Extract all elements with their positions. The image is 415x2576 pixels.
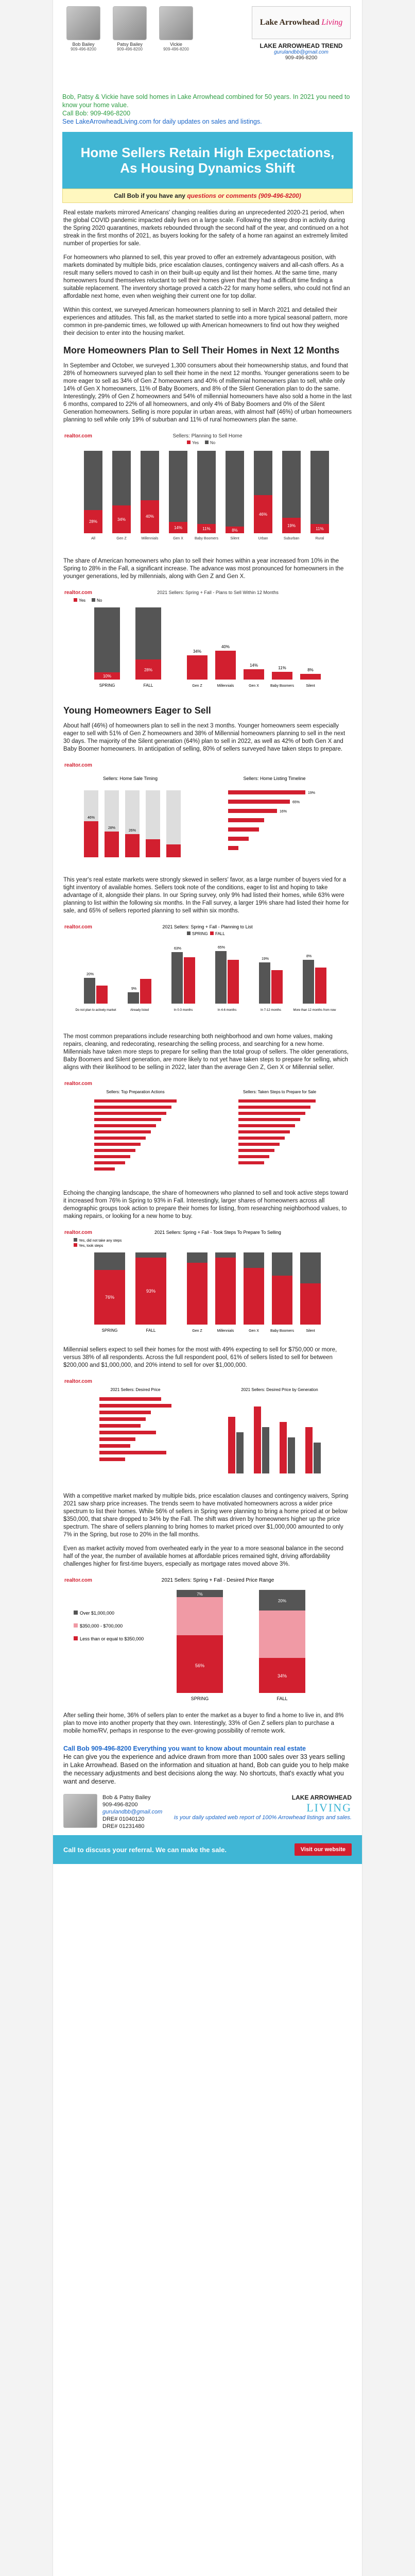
- legend-label-mid: $350,000 - $700,000: [80, 1623, 123, 1629]
- logo-word-1: Lake Arrowhead: [260, 18, 320, 27]
- paragraph: Millennial sellers expect to sell their homes for the most with 49% expecting to sell for $750,000 or more, versus 38% of all respondents. Across the full respondent pool, 61% of sellers listed to sell for between $200,000 and $1,000,000, and 20% intend to sell for over $1,000,000.: [63, 1347, 337, 1368]
- signature-info: [102, 1794, 162, 1830]
- chart-preparation-actions: [63, 1078, 352, 1183]
- chart-sale-timing: [63, 759, 352, 870]
- agent-photo: [159, 6, 193, 40]
- visit-website-button[interactable]: Visit our website: [295, 1843, 352, 1856]
- chart-title: 2021 Sellers: Spring + Fall - Took Steps To Prepare To Selling: [154, 1230, 281, 1235]
- category-label: SPRING: [101, 1328, 118, 1333]
- bar-yes: [215, 1258, 236, 1325]
- intro-line-2: Call Bob: 909-496-8200: [62, 110, 131, 117]
- paragraph: Within this context, we surveyed American homeowners planning to sell in March 2021 and detailed their experiences and attitudes. This fall, as the market started to settle into a more typical seasonal pattern, more common in pre-pandemic times, we followed up with American homeowners to find out how they weighed their decision to enter into the housing market.: [63, 307, 348, 336]
- agent-name: Patsy Bailey: [117, 42, 143, 47]
- category-label: Silent: [230, 537, 239, 540]
- hbar: [94, 1167, 115, 1171]
- hbar: [94, 1130, 151, 1133]
- paragraph: With a competitive market marked by multiple bids, price escalation clauses and contingency waivers, Spring 2021 saw sharp price increases. The trends seem to have motivated homeowners across a wider price spectrum to list their homes. While 56% of sellers in Spring were planning to bring a home priced at or below $350,000, that share dropped to 34% by the Fall. The shift was driven by homeowners higher up the price spectrum. The share of sellers planning to bring homes to market priced over $1,000,000 amounted to only 7% in the Spring, but rose to 20% in the fall months.: [63, 1493, 349, 1538]
- section-heading: More Homeowners Plan to Sell Their Homes in Next 12 Months: [63, 345, 340, 355]
- bar-label: 40%: [145, 514, 154, 519]
- paragraph: The share of American homeowners who plan to sell their homes within a year increased from 10% in the Spring to 28% in the Fall, a significant increase. The advance was most pronounced for homeowners in the younger generations, led by millennials, along with Gen Z and Gen X.: [63, 558, 344, 580]
- hbar: [238, 1143, 280, 1146]
- bar-yes: [187, 1263, 208, 1325]
- spring-stack: [177, 1590, 223, 1701]
- chart-plans-within-12-months: [63, 587, 352, 698]
- hbar: [99, 1444, 130, 1448]
- paragraph: Real estate markets mirrored Americans' changing realities during an unprecedented 2020-21 period, when the global COVID pandemic impacted daily lives on a large scale. Following the steep drop in activity during the Spring 2020 quarantines, markets rebounded through the second half of the year, and continued on a hot streak in the first months of 2021, as buyers looking for the safety of a home ran against an extremely limited number of properties for sale.: [63, 210, 349, 247]
- left-panel: [84, 790, 181, 857]
- hbar: [228, 846, 238, 850]
- chart-title-right: Sellers: Home Listing Timeline: [243, 776, 306, 781]
- bar: [280, 1422, 287, 1473]
- article-body: [53, 209, 362, 1735]
- legend-swatch-mid: [74, 1623, 78, 1628]
- chart-4-bars: [75, 946, 336, 1012]
- legend-label-low: Less than or equal to $350,000: [80, 1636, 144, 1641]
- bar-spring: [128, 992, 139, 1004]
- realtor-logo: realtor.com: [64, 590, 92, 596]
- bar-label: 7%: [197, 1592, 203, 1597]
- category-label: Baby Boomers: [195, 537, 218, 540]
- hbar: [94, 1155, 130, 1158]
- article-title: Home Sellers Retain High Expectations, As Housing Dynamics Shift: [80, 145, 335, 176]
- chart-planning-to-sell: [63, 430, 352, 551]
- bar-label: 76%: [105, 1295, 115, 1300]
- chart-planning-to-list: [63, 921, 352, 1027]
- realtor-logo: realtor.com: [64, 433, 92, 439]
- paragraph: This year's real estate markets were strongly skewed in sellers' favor, as a large number of buyers vied for a tight inventory of available homes. Sellers took note of the conditions, eager to list and hoping to take advantage of it, alongside their plans. In our Spring survey, only 9% had listed their homes, while 63% were planning to list within the following six months. In the Fall survey, a larger 19% share had listed their home for sale, and 65% of sellers reported planning to sell within six months.: [63, 877, 349, 914]
- bar-yes: [272, 1276, 292, 1325]
- category-label: Baby Boomers: [270, 1329, 294, 1333]
- bar-label: 40%: [221, 645, 230, 649]
- hbar: [99, 1397, 161, 1401]
- left-hbars: [94, 1099, 177, 1171]
- bar-label: 10%: [102, 674, 112, 679]
- bar-label: 19%: [287, 523, 296, 528]
- bar-yes: [187, 655, 208, 680]
- chart-title-left: Sellers: Home Sale Timing: [102, 776, 158, 781]
- realtor-logo: realtor.com: [64, 1379, 92, 1384]
- bar-label: 11%: [278, 666, 286, 670]
- hbar: [238, 1099, 316, 1103]
- chart-title-right: 2021 Sellers: Desired Price by Generation: [241, 1387, 318, 1392]
- agent-photo: [113, 6, 147, 40]
- category-label: Gen X: [173, 537, 183, 540]
- hbar: [238, 1137, 285, 1140]
- bar: [288, 1437, 295, 1473]
- bar-no: [226, 451, 244, 533]
- chart-title: Sellers: Planning to Sell Home: [172, 433, 243, 439]
- category-label: FALL: [146, 1328, 156, 1333]
- bar-spring: [259, 962, 270, 1004]
- bar-spring: [84, 978, 95, 1004]
- bar-no: [169, 451, 187, 533]
- legend-label-no: No: [210, 440, 216, 445]
- hbar: [94, 1118, 161, 1121]
- bar: [125, 834, 140, 857]
- signature-phone: 909-496-8200: [102, 1802, 138, 1808]
- legend-swatch-over-1m: [74, 1611, 78, 1615]
- chart-1-svg: [63, 430, 352, 549]
- bar-no: [94, 607, 120, 680]
- bar-fall: [271, 970, 283, 1004]
- chart-title: 2021 Sellers: Spring + Fall - Planning to List: [162, 924, 253, 929]
- bar-label: 11%: [202, 527, 211, 531]
- category-label: FALL: [276, 1696, 288, 1701]
- bar-label: 46%: [258, 512, 268, 517]
- bar-label: 20%: [86, 973, 94, 976]
- bar-label: 28%: [89, 519, 98, 524]
- intro: [53, 93, 362, 126]
- brand-line-2: LIVING: [306, 1801, 352, 1814]
- bar: [166, 844, 181, 857]
- segment-mid: [259, 1611, 305, 1658]
- legend-label-yes: Yes: [192, 440, 199, 445]
- legend-swatch-took-steps: [74, 1243, 77, 1247]
- paragraph: For homeowners who planned to sell, this year proved to offer an extremely advantageous position, with markets dominated by multiple bids, price escalation clauses, contingency waivers and all-cash offers. As a result many sellers moved to cash in on their built-up equity and list their homes. At the same time, many homeowners found themselves reluctant to sell their homes given that they had a difficult time finding a suitable replacement. The inventory shortage proved a catch-22 for many home sellers, who could not find an affordable next home, even when weighing their current one for top dollar.: [63, 255, 350, 299]
- chart-6-generation-bars: [187, 1252, 321, 1333]
- realtor-logo: realtor.com: [64, 924, 92, 930]
- call-bar-emphasis: questions or comments (909-496-8200): [187, 192, 301, 199]
- fall-stack: [259, 1590, 305, 1701]
- hbar: [94, 1106, 171, 1109]
- chart-title: 2021 Sellers: Spring + Fall - Plans to Sell Within 12 Months: [157, 590, 279, 595]
- bar: [305, 1427, 313, 1473]
- agent-photos: [62, 6, 197, 93]
- agent-card: [155, 6, 197, 93]
- legend-label-took-steps: Yes, took steps: [79, 1244, 103, 1248]
- hbar: [99, 1437, 135, 1441]
- bar: [262, 1427, 269, 1473]
- realtor-logo: realtor.com: [64, 762, 92, 768]
- chart-4-svg: [63, 921, 352, 1024]
- hbar: [238, 1124, 295, 1127]
- agent-phone: 909-496-8200: [163, 47, 189, 52]
- chart-6-svg: [63, 1227, 352, 1337]
- hbar: [228, 818, 264, 822]
- hbar: [238, 1112, 305, 1115]
- hbar: [228, 837, 249, 841]
- bar-label: 19%: [308, 791, 316, 795]
- category-label: SPRING: [99, 683, 115, 688]
- header: [53, 0, 362, 93]
- header-phone: 909-496-8200: [285, 55, 318, 61]
- bar-label: 8%: [306, 955, 312, 958]
- paragraph: About half (46%) of homeowners plan to sell in the next 3 months. Younger homeowners seem especially eager to sell with 51% of Gen Z homeowners and 38% of Millennial homeowners planning to sell in the next 30 days. The majority of the Silent generation (64%) plan to sell in 2022, as well as 42% of both Gen X and Baby Boomer homeowners. In anticipation of selling, 80% of sellers surveyed have taken steps to prepare.: [63, 723, 345, 752]
- bar-fall: [96, 986, 108, 1004]
- paragraph: Even as market activity moved from overheated early in the year to a more seasonal balance in the second half of the year, the number of available homes at affordable prices remained tight, driving affordability challenges higher for first-time buyers, especially as mortgage rates moved above 3%.: [63, 1546, 343, 1567]
- logo-word-2: Living: [321, 18, 343, 27]
- paragraph: Echoing the changing landscape, the share of homeowners who planned to sell and took active steps toward it increased from 76% in Spring to 93% in Fall. Interestingly, larger shares of homeowners across all demographic groups took action to prepare their homes for listing, from researching neighborhood values, to making repairs, or looking for a new home to buy.: [63, 1190, 348, 1219]
- hbar: [94, 1161, 125, 1164]
- hbar: [99, 1404, 171, 1408]
- legend-label-yes: Yes: [79, 598, 86, 603]
- brand-block: [250, 6, 353, 93]
- bar-label: 46%: [87, 816, 95, 820]
- footer-call-block: [53, 1741, 362, 1789]
- paragraph: In September and October, we surveyed 1,300 consumers about their homeownership status, and found that 28% of homeowners surveyed plan to sell their home in the next 12 months. Younger generations seem to be more eager to sell as 34% of Gen Z homeowners and 40% of millennial homeowners plan to sell, while only 14% of Gen X homeowners, 11% of Baby Boomers, and 8% of the Silent Generation plan to do the same. Interestingly, 29% of Gen Z homeowners and 54% of millennial homeowners have also sold a home in the last 6 months, compared to 22% of all homeowners, and only 4% of Baby Boomers and 0% of the Silent Generation homeowners. Selling is more popular in urban areas, with almost half (46%) of urban homeowners planning to sell while only 19% of suburban and 11% of rural homeowners plan the same.: [63, 363, 352, 423]
- legend-label-fall: FALL: [215, 931, 225, 936]
- call-bar: [62, 189, 353, 203]
- bar-label: 8%: [307, 668, 314, 672]
- signature-dre-2: DRE# 01231480: [102, 1823, 145, 1829]
- newsletter-title: LAKE ARROWHEAD TREND: [260, 42, 343, 49]
- bar-label: 34%: [193, 649, 202, 654]
- category-label: FALL: [143, 683, 153, 688]
- right-hbars: [238, 1099, 316, 1164]
- chart-title-right: Sellers: Taken Steps to Prepare for Sale: [243, 1090, 317, 1094]
- chart-desired-price-range: [63, 1574, 352, 1706]
- hbar: [228, 827, 259, 832]
- hbar: [228, 809, 277, 813]
- realtor-logo: realtor.com: [64, 1081, 92, 1087]
- chart-title-left: 2021 Sellers: Desired Price: [110, 1387, 161, 1392]
- legend-label-over-1m: Over $1,000,000: [80, 1611, 115, 1616]
- legend-label-no: No: [97, 598, 102, 603]
- category-label: Rural: [315, 537, 324, 540]
- legend-swatch-low: [74, 1636, 78, 1640]
- signature-photo: [63, 1794, 97, 1828]
- hbar: [238, 1149, 274, 1152]
- chart-2-generation-bars: [187, 645, 321, 688]
- agent-card: [62, 6, 105, 93]
- section-heading: Young Homeowners Eager to Sell: [63, 705, 211, 716]
- hbar: [238, 1118, 300, 1121]
- bar-fall: [184, 957, 195, 1004]
- bar-label: 63%: [174, 947, 182, 951]
- bar-label: 65%: [217, 946, 226, 950]
- hbar: [94, 1099, 177, 1103]
- bar: [228, 1417, 235, 1473]
- signature-brand: [174, 1794, 352, 1830]
- bar-label: 14%: [249, 663, 258, 668]
- bar-no: [310, 451, 329, 533]
- legend-label-spring: SPRING: [192, 931, 208, 936]
- brand-line-1: LAKE ARROWHEAD: [291, 1794, 352, 1801]
- chart-desired-price: [63, 1376, 352, 1486]
- bar-label: 11%: [316, 527, 324, 531]
- hbar: [94, 1149, 135, 1152]
- lake-arrowhead-living-logo[interactable]: [252, 6, 351, 39]
- bar-label: 93%: [146, 1289, 156, 1294]
- category-label: Gen Z: [116, 537, 127, 540]
- right-panel: [228, 790, 315, 850]
- category-label: More than 12 months from now: [293, 1009, 336, 1012]
- legend-swatch-yes: [187, 440, 191, 444]
- hbar: [94, 1143, 141, 1146]
- agent-phone: 909-496-8200: [71, 47, 96, 52]
- bar: [105, 832, 119, 857]
- chart-1-bars: [84, 451, 329, 540]
- category-label: Already listed: [130, 1009, 149, 1012]
- bar-fall: [315, 968, 326, 1004]
- category-label: Gen X: [249, 1329, 259, 1333]
- bar-label: 14%: [174, 526, 183, 530]
- category-label: All: [91, 537, 95, 540]
- footer-call-label: Call Bob: [63, 1745, 90, 1752]
- bar-label: 34%: [277, 1673, 287, 1679]
- paragraph: The most common preparations include researching both neighborhood and own home values, making repairs, cleaning, and redecorating, researching the selling process, and searching for a new home. Millennials have taken more steps to prepare for selling than the total group of sellers. The older generations, Baby Boomers and Silent generation, are more likely to not yet have taken steps to prepare for selling, which aligns with their likelihood to be selling in 2022, later than the average Gen Z, Gen X or Millennial seller.: [63, 1033, 349, 1071]
- agent-name: Bob Bailey: [72, 42, 95, 47]
- chart-3-svg: [63, 759, 352, 868]
- chart-took-steps: [63, 1227, 352, 1340]
- category-label: In 7-12 months: [260, 1009, 282, 1012]
- footer-call-tail: Everything you want to know about mountain real estate: [133, 1745, 306, 1752]
- bar-label: 9%: [131, 987, 137, 991]
- brand-line-3: is your daily updated web report of 100% Arrowhead listings and sales.: [174, 1815, 352, 1821]
- bar-label: 56%: [195, 1663, 205, 1668]
- intro-line-1: Bob, Patsy & Vickie have sold homes in Lake Arrowhead combined for 50 years. In 2021 you need to know your home value.: [62, 93, 350, 109]
- intro-website-link[interactable]: See LakeArrowheadLiving.com for daily updates on sales and listings.: [62, 118, 262, 125]
- hbar: [99, 1417, 146, 1421]
- bar-yes: [300, 674, 321, 680]
- bar-label: 34%: [117, 517, 126, 522]
- realtor-logo: realtor.com: [64, 1578, 92, 1583]
- bar: [254, 1406, 261, 1473]
- realtor-logo: realtor.com: [64, 1230, 92, 1235]
- category-label: In 4-6 months: [217, 1009, 237, 1012]
- legend-label-no-steps: Yes, did not take any steps: [79, 1239, 122, 1243]
- signature-name: Bob & Patsy Bailey: [102, 1794, 151, 1801]
- bar-fall: [228, 960, 239, 1004]
- category-label: Do not plan to actively market: [75, 1009, 116, 1012]
- bar-yes: [244, 669, 264, 680]
- segment-mid: [177, 1597, 223, 1635]
- paragraph: After selling their home, 36% of sellers plan to enter the market as a buyer to find a home to live in, and 8% plan to move into another property that they own. Interestingly, 33% of Gen Z sellers plan to purchase a mobile home/RV, perhaps in response to the ever-growing possibility of remote work.: [63, 1713, 344, 1734]
- bar: [146, 839, 160, 857]
- signature-dre-1: DRE# 01040120: [102, 1816, 145, 1822]
- category-label: Silent: [306, 684, 315, 688]
- bar: [84, 821, 98, 857]
- bar-spring: [171, 952, 183, 1004]
- bar-label: 19%: [261, 957, 269, 961]
- bar-yes: [272, 672, 292, 680]
- bar-label: 20%: [278, 1599, 287, 1603]
- hbar: [238, 1155, 269, 1158]
- category-label: Gen Z: [192, 1329, 202, 1333]
- chart-title-left: Sellers: Top Preparation Actions: [106, 1090, 165, 1094]
- bar-label: 28%: [108, 826, 116, 830]
- category-label: Gen X: [249, 684, 259, 688]
- bar-label: 16%: [280, 810, 287, 814]
- signature-email-link[interactable]: gurulandbb@gmail.com: [102, 1809, 163, 1815]
- newsletter: [53, 0, 362, 2576]
- bar-fall: [140, 979, 151, 1004]
- bar-label: 65%: [292, 801, 300, 804]
- bar-label: 26%: [128, 829, 136, 833]
- bar-spring: [303, 960, 314, 1004]
- legend-swatch-fall: [210, 931, 214, 935]
- chart-5-svg: [63, 1078, 352, 1181]
- category-label: Gen Z: [192, 684, 202, 688]
- hbar: [228, 800, 290, 804]
- hbar: [99, 1431, 156, 1434]
- agent-phone: 909-496-8200: [117, 47, 143, 52]
- category-label: In 0-3 months: [174, 1009, 193, 1012]
- bar-label: 28%: [144, 668, 153, 672]
- hbar: [94, 1112, 166, 1115]
- agent-photo: [66, 6, 100, 40]
- hbar: [238, 1106, 310, 1109]
- category-label: Baby Boomers: [270, 684, 294, 688]
- bar-spring: [215, 951, 227, 1004]
- chart-title: 2021 Sellers: Spring + Fall - Desired Price Range: [161, 1578, 274, 1583]
- chart-7-svg: [63, 1376, 352, 1484]
- bottom-banner-text: Call to discuss your referral. We can make the sale.: [63, 1845, 227, 1854]
- bar-yes: [244, 1268, 264, 1325]
- legend-swatch-no: [205, 440, 209, 444]
- category-label: Urban: [258, 537, 268, 540]
- legend-swatch-no: [92, 598, 95, 602]
- hbar: [238, 1161, 264, 1164]
- category-label: Millennials: [217, 684, 234, 688]
- category-label: SPRING: [191, 1696, 209, 1701]
- legend-swatch-spring: [187, 931, 191, 935]
- bar-yes: [300, 1283, 321, 1325]
- bar: [236, 1432, 244, 1473]
- hbar: [228, 790, 305, 794]
- hbar: [94, 1124, 156, 1127]
- bar-yes: [215, 651, 236, 680]
- hbar: [99, 1451, 166, 1454]
- category-label: Silent: [306, 1329, 315, 1333]
- signature: [53, 1789, 362, 1835]
- bar-no: [197, 451, 216, 533]
- bar-label: 8%: [232, 528, 238, 533]
- chart-8-svg: [63, 1574, 352, 1703]
- agent-card: [109, 6, 151, 93]
- hbar: [94, 1137, 146, 1140]
- category-label: Millennials: [141, 537, 159, 540]
- category-label: Suburban: [283, 537, 300, 540]
- bottom-banner: [53, 1835, 362, 1864]
- call-bar-lead: Call Bob if you have any: [114, 192, 185, 199]
- right-grouped-bars: [228, 1406, 321, 1473]
- bar: [314, 1443, 321, 1473]
- legend-swatch-yes: [74, 598, 77, 602]
- article-banner: [62, 132, 353, 189]
- header-email-link[interactable]: gurulandbb@gmail.com: [274, 49, 328, 55]
- chart-2-svg: [63, 587, 352, 695]
- footer-description: He can give you the experience and advice drawn from more than 1000 sales over 33 years selling in Lake Arrowhead. Based on the information and situation at hand, Bob can guide you to help make the necessary adjustments and best decisions along the way. No shortcuts, that's exactly what you want and deserve.: [63, 1753, 349, 1785]
- category-label: Millennials: [217, 1329, 234, 1333]
- legend-swatch-no-steps: [74, 1238, 77, 1242]
- agent-name: Vickie: [170, 42, 182, 47]
- hbar: [99, 1458, 125, 1461]
- hbar: [238, 1130, 290, 1133]
- hbar: [99, 1424, 141, 1428]
- footer-call-phone[interactable]: 909-496-8200: [91, 1745, 132, 1752]
- left-hbars: [99, 1397, 171, 1461]
- hbar: [99, 1411, 151, 1414]
